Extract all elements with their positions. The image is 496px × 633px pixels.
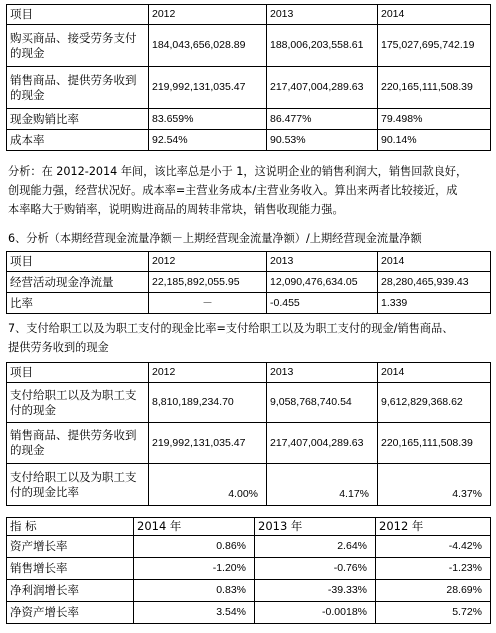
section-7-heading: [8, 319, 488, 357]
row-label: 现金购销比率: [7, 109, 149, 130]
cell-value: 90.14%: [378, 130, 491, 151]
header-2012: 2012: [149, 5, 267, 25]
header-2014: 2014 年: [134, 518, 255, 536]
cell-value: 4.00%: [149, 464, 267, 506]
table-row: [7, 130, 491, 151]
cell-value: 184,043,656,028.89: [149, 25, 267, 67]
cell-value: 3.54%: [134, 602, 255, 624]
cell-value: 2.64%: [255, 536, 376, 558]
cell-value: -4.42%: [376, 536, 491, 558]
cell-value: 22,185,892,055.95: [149, 272, 267, 293]
cell-value: 220,165,111,508.39: [378, 67, 491, 109]
cell-value: 90.53%: [267, 130, 378, 151]
header-2014: 2014: [378, 363, 491, 383]
table-row: [7, 558, 491, 580]
analysis-line: 本率略大于购销率，说明购进商品的周转非常块，销售收现能力强。: [8, 203, 344, 216]
cell-value: 175,027,695,742.19: [378, 25, 491, 67]
cell-value: 219,992,131,035.47: [149, 67, 267, 109]
cell-value: 0.86%: [134, 536, 255, 558]
cell-value: 8,810,189,234.70: [149, 383, 267, 423]
cell-value: -0.455: [267, 293, 378, 314]
cell-value: 4.17%: [267, 464, 378, 506]
header-2013: 2013: [267, 252, 378, 272]
row-label: 购买商品、接受劳务支付的现金: [7, 25, 149, 67]
header-item: 项目: [7, 363, 149, 383]
cell-value: －: [149, 293, 267, 314]
header-2012: 2012: [149, 252, 267, 272]
analysis-line: 创现能力强，经营状况好。成本率=主营业务成本/主营业务收入。算出来两者比较接近，成: [8, 184, 458, 197]
table-header-row: [7, 363, 491, 383]
table-row: [7, 109, 491, 130]
section-7-line: 提供劳务收到的现金: [8, 341, 109, 354]
cell-value: 5.72%: [376, 602, 491, 624]
row-label: 支付给职工以及为职工支付的现金: [7, 383, 149, 423]
row-label: 比率: [7, 293, 149, 314]
row-label: 销售增长率: [7, 558, 134, 580]
section-6-title: 6、分析（本期经营现金流量净额－上期经营现金流量净额）/上期经营现金流量净额: [8, 232, 422, 245]
table-row: [7, 272, 491, 293]
cell-value: 86.477%: [267, 109, 378, 130]
header-2014: 2014: [378, 252, 491, 272]
table-header-row: [7, 252, 491, 272]
table-header-row: [7, 5, 491, 25]
cell-value: 217,407,004,289.63: [267, 67, 378, 109]
header-2014: 2014: [378, 5, 491, 25]
table-row: [7, 580, 491, 602]
table-header-row: [7, 518, 491, 536]
growth-rate-table: [6, 517, 491, 624]
table-row: [7, 536, 491, 558]
row-label: 支付给职工以及为职工支付的现金比率: [7, 464, 149, 506]
row-label: 净利润增长率: [7, 580, 134, 602]
cell-value: 79.498%: [378, 109, 491, 130]
analysis-paragraph: [8, 162, 488, 219]
cell-value: 9,612,829,368.62: [378, 383, 491, 423]
cell-value: -1.23%: [376, 558, 491, 580]
row-label: 经营活动现金净流量: [7, 272, 149, 293]
cell-value: 83.659%: [149, 109, 267, 130]
cell-value: 28.69%: [376, 580, 491, 602]
table-row: [7, 383, 491, 423]
operating-cash-flow-table: [6, 251, 491, 314]
cash-purchase-sales-table: [6, 4, 491, 151]
row-label: 净资产增长率: [7, 602, 134, 624]
cell-value: 4.37%: [378, 464, 491, 506]
cell-value: 217,407,004,289.63: [267, 423, 378, 464]
table-row: [7, 602, 491, 624]
cell-value: 220,165,111,508.39: [378, 423, 491, 464]
header-2012: 2012 年: [376, 518, 491, 536]
table-row: [7, 464, 491, 506]
cell-value: 0.83%: [134, 580, 255, 602]
cell-value: 92.54%: [149, 130, 267, 151]
header-item: 项目: [7, 252, 149, 272]
analysis-line: 分析：在 2012-2014 年间，该比率总是小于 1，这说明企业的销售利润大，销售回款良好，: [8, 165, 468, 178]
row-label: 销售商品、提供劳务收到的现金: [7, 423, 149, 464]
table-row: [7, 25, 491, 67]
staff-payment-ratio-table: [6, 362, 491, 506]
cell-value: -0.0018%: [255, 602, 376, 624]
cell-value: 1.339: [378, 293, 491, 314]
section-7-line: 7、支付给职工以及为职工支付的现金比率=支付给职工以及为职工支付的现金/销售商品、: [8, 322, 454, 335]
section-6-heading: [8, 229, 488, 248]
table-row: [7, 423, 491, 464]
cell-value: -0.76%: [255, 558, 376, 580]
header-2013: 2013 年: [255, 518, 376, 536]
cell-value: 219,992,131,035.47: [149, 423, 267, 464]
cell-value: 9,058,768,740.54: [267, 383, 378, 423]
header-item: 项目: [7, 5, 149, 25]
header-2012: 2012: [149, 363, 267, 383]
cell-value: -39.33%: [255, 580, 376, 602]
row-label: 成本率: [7, 130, 149, 151]
row-label: 销售商品、提供劳务收到的现金: [7, 67, 149, 109]
table-row: [7, 67, 491, 109]
header-2013: 2013: [267, 5, 378, 25]
cell-value: 28,280,465,939.43: [378, 272, 491, 293]
row-label: 资产增长率: [7, 536, 134, 558]
cell-value: 12,090,476,634.05: [267, 272, 378, 293]
cell-value: -1.20%: [134, 558, 255, 580]
cell-value: 188,006,203,558.61: [267, 25, 378, 67]
table-row: [7, 293, 491, 314]
header-2013: 2013: [267, 363, 378, 383]
header-indicator: 指 标: [7, 518, 134, 536]
